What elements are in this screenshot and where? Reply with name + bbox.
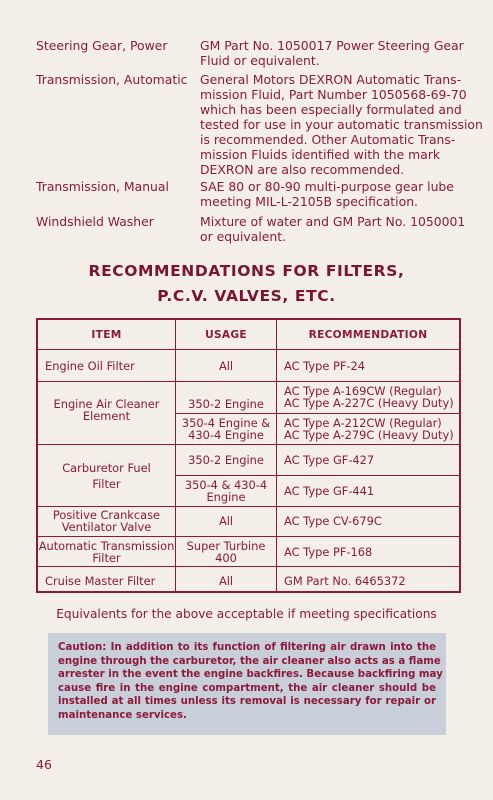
- table-cell-usage: 350-4 & 430-4 Engine: [184, 478, 268, 504]
- page-number: 46: [36, 757, 52, 772]
- lubricant-label: Steering Gear, Power: [36, 38, 168, 53]
- lubricant-label: Windshield Washer: [36, 214, 154, 229]
- table-cell-recommendation: AC Type GF-441: [284, 484, 375, 498]
- column-header-recommendation: RECOMMENDATION: [308, 329, 428, 341]
- caution-box: Caution: In addition to its function of filtering air drawn into the engine through the carburetor, the air cleaner also acts as a flame arrester in the event the engine backfires. Because backfiring may cause fire in the engine compartment, the air cleaner should be installed at all times unless its removal is necessary for repair or maintenance services.: [48, 633, 446, 735]
- table-cell-usage: 350-4 Engine & 430-4 Engine: [181, 416, 271, 442]
- lubricant-value: General Motors DEXRON Automatic Trans- mission Fluid, Part Number 1050568-69-70 which has been especially formulated and tested for use in your automatic transmission is recommended. Other Automatic Trans- mission Fluids identified with the mark DEXRON are also recommended.: [200, 72, 483, 177]
- lubricant-value: GM Part No. 1050017 Power Steering Gear Fluid or equivalent.: [200, 38, 464, 68]
- table-cell-recommendation: AC Type PF-168: [284, 545, 373, 559]
- lubricant-label: Transmission, Automatic: [36, 72, 188, 87]
- table-cell-recommendation: AC Type PF-24: [284, 359, 365, 373]
- equivalents-note: Equivalents for the above acceptable if meeting specifications: [56, 607, 437, 621]
- table-cell-recommendation: GM Part No. 6465372: [284, 574, 406, 588]
- table-cell-usage: 350-2 Engine: [188, 453, 264, 467]
- table-cell-item: Positive Crankcase Ventilator Valve: [52, 508, 161, 534]
- table-cell-usage: Super Turbine 400: [186, 539, 266, 565]
- lubricant-value: SAE 80 or 80-90 multi-purpose gear lube meeting MIL-L-2105B specification.: [200, 179, 454, 209]
- section-heading-line-1: RECOMMENDATIONS FOR FILTERS,: [88, 262, 405, 280]
- table-cell-item: Engine Air Cleaner Element: [53, 397, 160, 423]
- table-cell-usage: All: [218, 514, 234, 528]
- table-cell-usage: All: [218, 359, 234, 373]
- table-cell-item: Engine Oil Filter: [45, 359, 135, 373]
- table-cell-recommendation: AC Type CV-679C: [284, 514, 382, 528]
- section-heading-line-2: P.C.V. VALVES, ETC.: [157, 287, 336, 305]
- table-cell-item: Carburetor Fuel Filter: [62, 461, 151, 491]
- column-header-usage: USAGE: [205, 329, 247, 341]
- table-cell-usage: All: [218, 574, 234, 588]
- table-cell-recommendation: AC Type A-212CW (Regular) AC Type A-279C (Heavy Duty): [284, 416, 454, 442]
- table-cell-recommendation: AC Type GF-427: [284, 453, 375, 467]
- lubricant-label: Transmission, Manual: [36, 179, 169, 194]
- lubricant-value: Mixture of water and GM Part No. 1050001 or equivalent.: [200, 214, 466, 244]
- table-cell-recommendation: AC Type A-169CW (Regular) AC Type A-227C (Heavy Duty): [284, 384, 454, 410]
- table-cell-item: Automatic Transmission Filter: [38, 539, 175, 565]
- filters-table: [36, 318, 461, 593]
- table-cell-item: Cruise Master Filter: [45, 574, 156, 588]
- table-cell-usage: 350-2 Engine: [188, 397, 264, 411]
- column-header-item: ITEM: [91, 329, 122, 341]
